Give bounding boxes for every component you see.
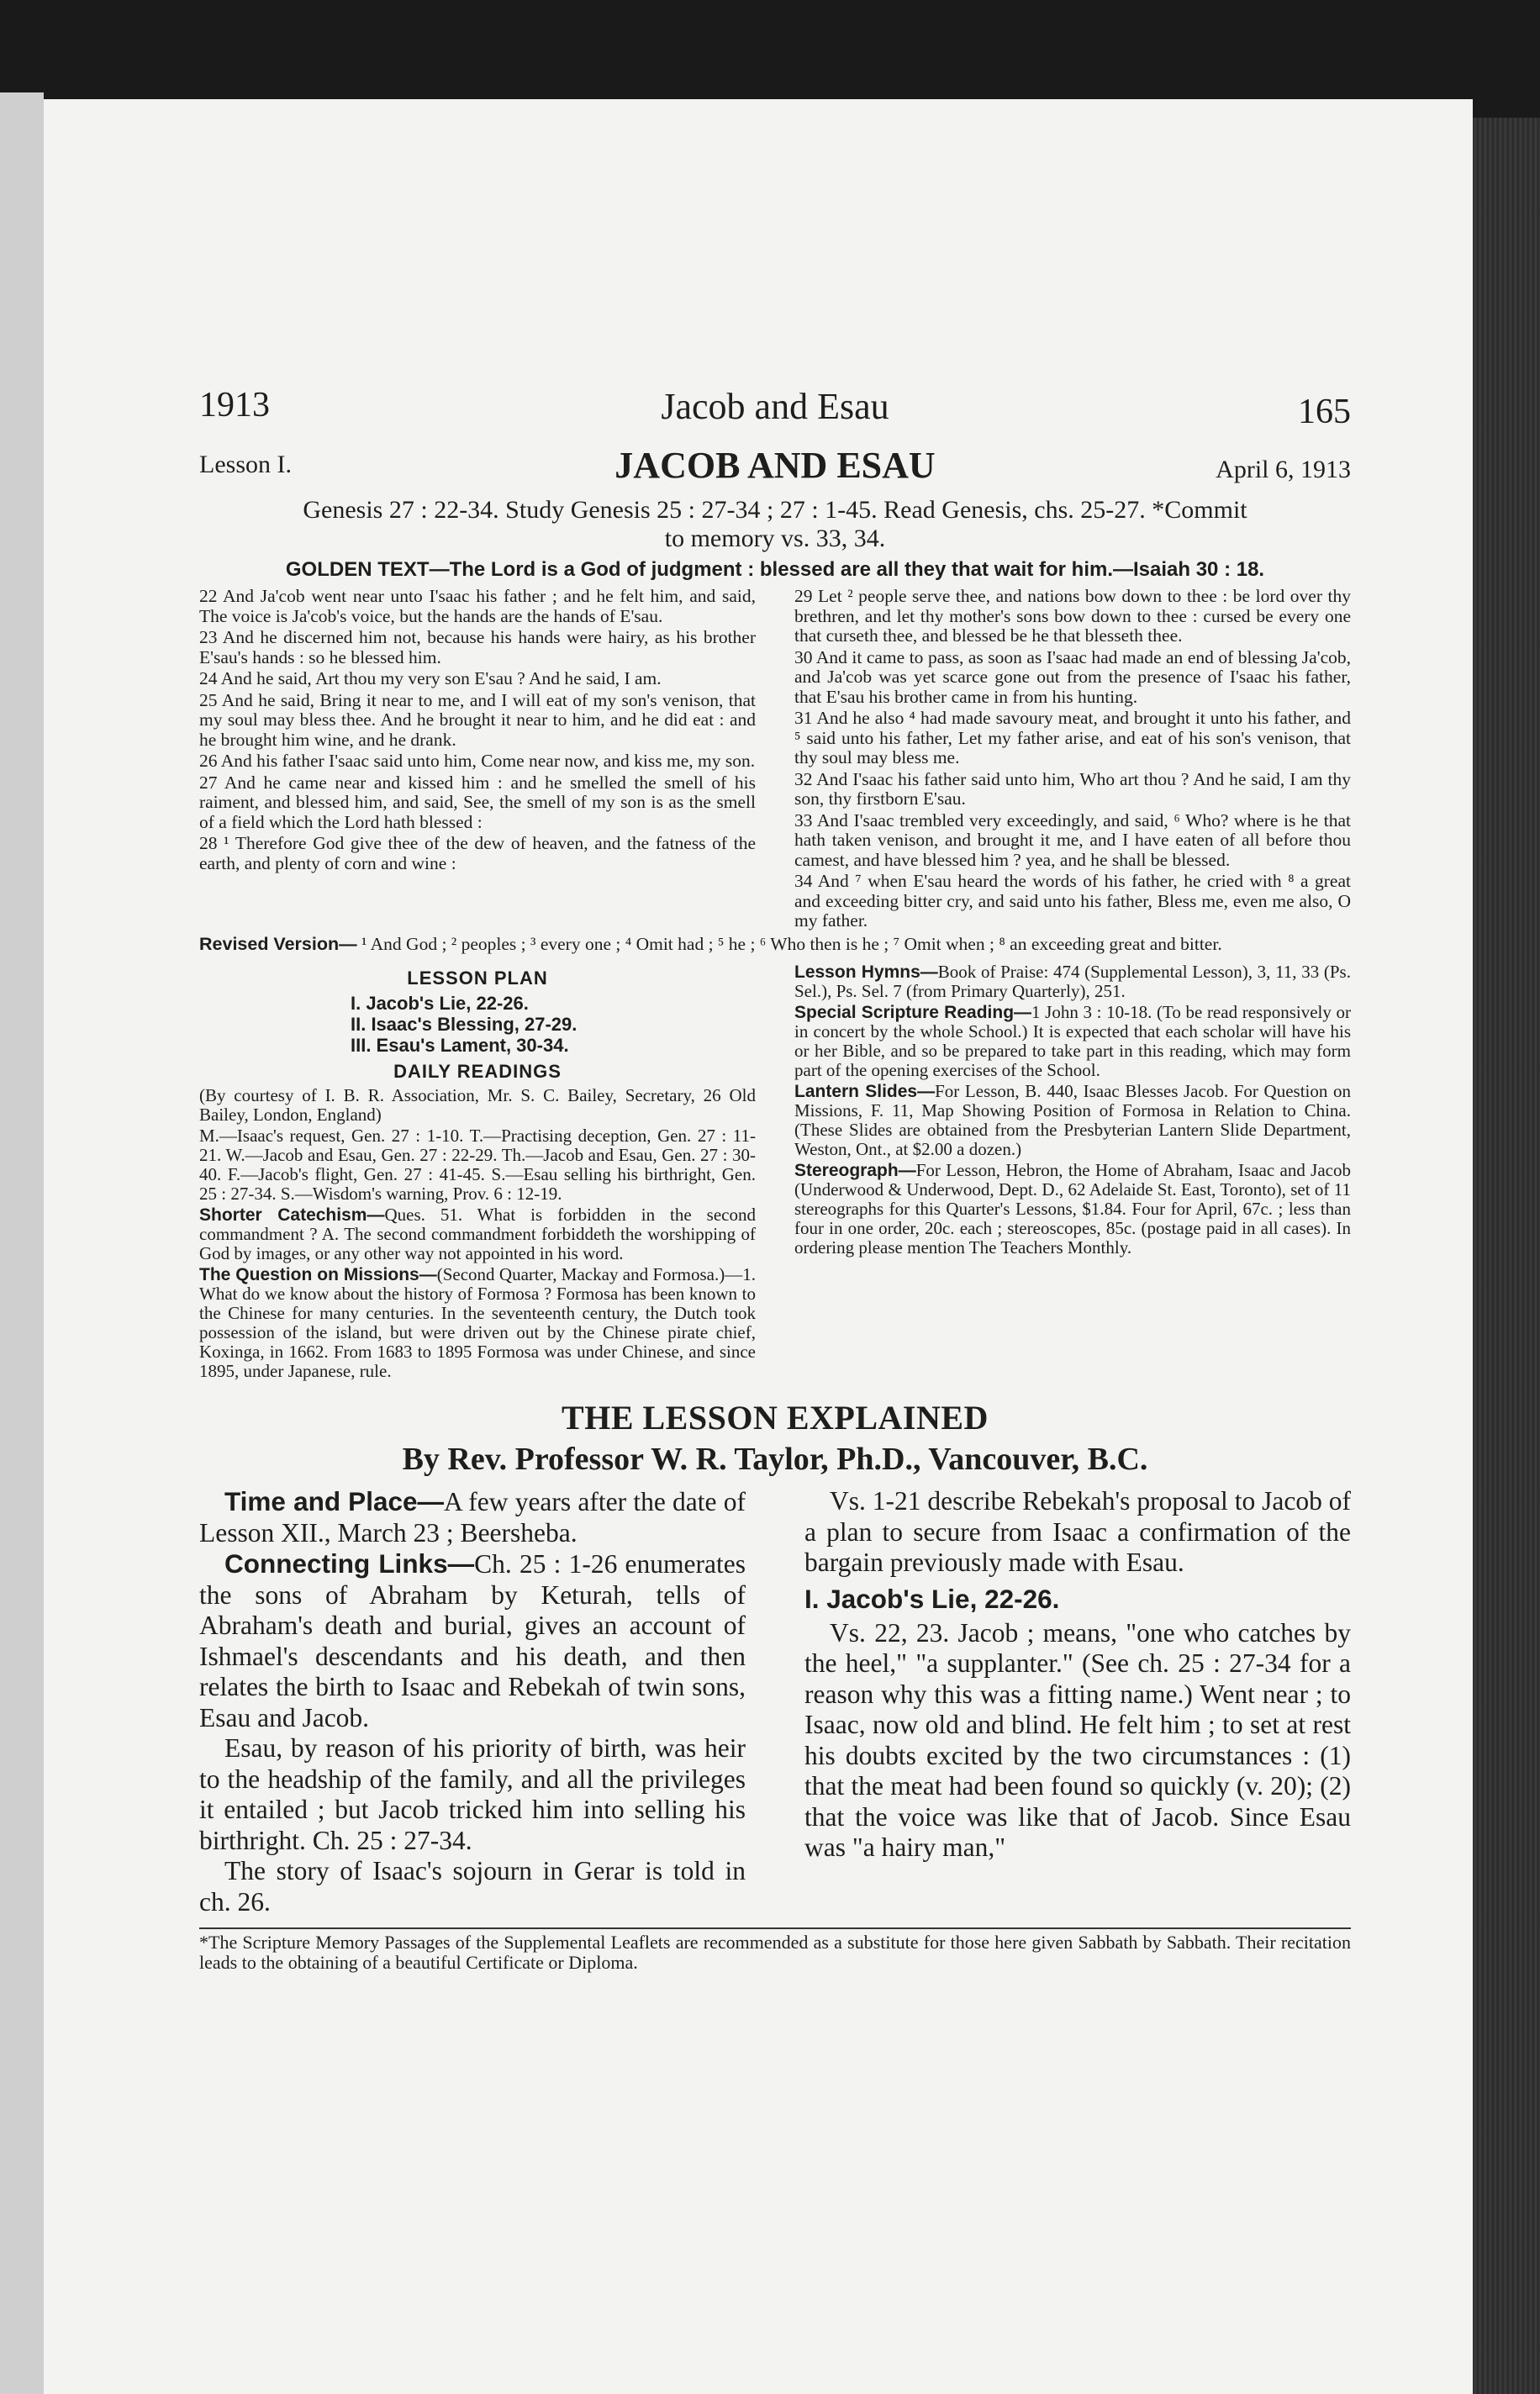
aids-left-column bbox=[199, 962, 756, 1383]
daily-readings-courtesy: (By courtesy of I. B. R. Association, Mr. S. C. Bailey, Secretary, 26 Old Bailey, London, England) bbox=[199, 1085, 756, 1125]
lantern-slides-label: Lantern Slides— bbox=[794, 1082, 936, 1101]
special-reading-label: Special Scripture Reading— bbox=[794, 1003, 1032, 1022]
verse: 28 ¹ Therefore God give thee of the dew of heaven, and the fatness of the earth, and plenty of corn and wine : bbox=[199, 833, 756, 873]
daily-readings-text: M.—Isaac's request, Gen. 27 : 1-10. T.—Practising deception, Gen. 27 : 11-21. W.—Jacob and Esau, Gen. 27 : 22-29. Th.—Jacob and Esau, Gen. 27 : 30-40. F.—Jacob's flight, Gen. 27 : 41-45. S.—Esau selling his birthright, Gen. 25 : 27-34. S.—Wisdom's warning, Prov. 6 : 12-19. bbox=[199, 1126, 756, 1204]
page-number: 165 bbox=[1298, 393, 1351, 431]
book-page-edges bbox=[1473, 118, 1540, 2394]
lesson-label: Lesson I. bbox=[199, 451, 292, 478]
verse: 30 And it came to pass, as soon as I'saac had made an end of blessing Ja'cob, and Ja'cob was yet scarce gone out from the presence of I'saac his father, that E'sau his brother came in from his hunting. bbox=[794, 646, 1351, 707]
time-and-place bbox=[199, 1486, 746, 1548]
connecting-links bbox=[199, 1548, 746, 1733]
paragraph-vs-1-21: Vs. 1-21 describe Rebekah's proposal to Jacob of a plan to secure from Isaac a confirmation of the bargain previously made with Esau. bbox=[804, 1486, 1351, 1577]
lesson-plan-item: III. Esau's Lament, 30-34. bbox=[351, 1035, 569, 1056]
lesson-explained-title: THE LESSON EXPLAINED bbox=[562, 1399, 989, 1437]
verses-left-column bbox=[199, 587, 756, 933]
missions-question bbox=[199, 1265, 756, 1381]
verse: 27 And he came near and kissed him : and he smelled the smell of his raiment, and blessed him, and said, See, the smell of my son is as the smell of a field which the Lord hath blessed : bbox=[199, 772, 756, 832]
scripture-reference bbox=[199, 496, 1351, 553]
stereograph bbox=[794, 1161, 1351, 1258]
special-reading bbox=[794, 1003, 1351, 1080]
catechism bbox=[199, 1205, 756, 1263]
verse: 24 And he said, Art thou my very son E'sau ? And he said, I am. bbox=[199, 668, 662, 688]
explained-right-column bbox=[804, 1486, 1351, 1917]
lesson-hymns-label: Lesson Hymns— bbox=[794, 962, 938, 982]
missions-text: (Second Quarter, Mackay and Formosa.)—1. What do we know about the history of Formosa ? Formosa has been known to the Chinese for many centuries. In the seventeenth century, the Dutch took possession of the island, but were driven out by the Chinese pirate chief, Koxinga, in 1662. From 1683 to 1895 Formosa was under Chinese, and since 1895, under Japanese, rule. bbox=[199, 1264, 756, 1381]
lesson-header bbox=[199, 444, 1351, 496]
scripture-line-2: to memory vs. 33, 34. bbox=[664, 525, 886, 552]
lesson-aids bbox=[199, 962, 1351, 1383]
golden-text: GOLDEN TEXT—The Lord is a God of judgment : blessed are all they that wait for him.—Isaiah 30 : 18. bbox=[285, 558, 1265, 581]
lesson-title: JACOB AND ESAU bbox=[614, 445, 936, 486]
lantern-slides bbox=[794, 1082, 1351, 1159]
explained-left-column bbox=[199, 1486, 746, 1917]
special-reading-text: 1 John 3 : 10-18. (To be read responsively or in concert by the whole School.) It is expected that each scholar will have his or her Bible, and so be prepared to take part in this reading, which may form part of the opening exercises of the School. bbox=[794, 1002, 1351, 1080]
connecting-links-label: Connecting Links— bbox=[224, 1548, 475, 1579]
daily-readings-heading: DAILY READINGS bbox=[393, 1061, 562, 1082]
footnote: *The Scripture Memory Passages of the Supplemental Leaflets are recommended as a substitute for those here given Sabbath by Sabbath. Their recitation leads to the obtaining of a beautiful Certificate or Diploma. bbox=[199, 1932, 1351, 1973]
lantern-slides-text: For Lesson, B. 440, Isaac Blesses Jacob. For Question on Missions, F. 11, Map Showing Position of Formosa in Relation to China. (These Slides are obtained from the Presbyterian Lantern Slide Department, Weston, Ont., at $2.00 a dozen.) bbox=[794, 1081, 1352, 1159]
lesson-hymns bbox=[794, 962, 1351, 1001]
stereograph-label: Stereograph— bbox=[794, 1161, 916, 1180]
running-head-year: 1913 bbox=[199, 386, 270, 424]
lesson-plan-item: I. Jacob's Lie, 22-26. bbox=[351, 993, 529, 1014]
page-content bbox=[199, 377, 1351, 1991]
catechism-text: Ques. 51. What is forbidden in the second commandment ? A. The second commandment forbiddeth the worshipping of God by images, or any other way not appointed in his word. bbox=[199, 1205, 756, 1263]
previous-page-edge bbox=[0, 92, 44, 2394]
time-and-place-text: A few years after the date of Lesson XII., March 23 ; Beersheba. bbox=[199, 1487, 746, 1548]
verse: 23 And he discerned him not, because his hands were hairy, as his brother E'sau's hands : so he blessed him. bbox=[199, 627, 756, 667]
missions-label: The Question on Missions— bbox=[199, 1265, 437, 1284]
section-heading-jacobs-lie: I. Jacob's Lie, 22-26. bbox=[804, 1583, 1060, 1614]
lesson-plan-heading: LESSON PLAN bbox=[407, 968, 548, 989]
verse: 29 Let ² people serve thee, and nations bow down to thee : be lord over thy brethren, and let thy mother's sons bow down to thee : cursed be every one that curseth thee, and blessed be he that blesseth thee. bbox=[794, 586, 1351, 646]
paragraph-gerar: The story of Isaac's sojourn in Gerar is told in ch. 26. bbox=[199, 1856, 746, 1917]
lesson-date: April 6, 1913 bbox=[1216, 456, 1351, 483]
catechism-label: Shorter Catechism— bbox=[199, 1205, 385, 1225]
lesson-hymns-text: Book of Praise: 474 (Supplemental Lesson), 3, 11, 33 (Ps. Sel.), Ps. Sel. 7 (from Primary Quarterly), 251. bbox=[794, 962, 1351, 1001]
time-and-place-label: Time and Place— bbox=[224, 1486, 444, 1516]
paragraph-esau: Esau, by reason of his priority of birth, was heir to the headship of the family, and all the privileges it entailed ; but Jacob tricked him into selling his birthright. Ch. 25 : 27-34. bbox=[199, 1733, 746, 1855]
revised-version-text: ¹ And God ; ² peoples ; ³ every one ; ⁴ Omit had ; ⁵ he ; ⁶ Who then is he ; ⁷ Omit when ; ⁸ an exceeding great and bitter. bbox=[356, 933, 1222, 954]
scripture-verses bbox=[199, 587, 1351, 933]
revised-version bbox=[199, 935, 1351, 955]
scripture-line-1: Genesis 27 : 22-34. Study Genesis 25 : 27-34 ; 27 : 1-45. Read Genesis, chs. 25-27. *Commit bbox=[303, 496, 1247, 524]
revised-version-label: Revised Version— bbox=[199, 933, 357, 954]
running-head-title: Jacob and Esau bbox=[661, 386, 889, 427]
book-page bbox=[44, 99, 1473, 2394]
verse: 31 And he also ⁴ had made savoury meat, and brought it unto his father, and ⁵ said unto his father, Let my father arise, and eat of his son's venison, that thy soul may bless me. bbox=[794, 708, 1351, 767]
running-head bbox=[199, 377, 1351, 435]
stereograph-text: For Lesson, Hebron, the Home of Abraham, Isaac and Jacob (Underwood & Underwood, Dept. D., 62 Adelaide St. East, Toronto), set of 11 stereographs for this Quarter's Lessons, $1.84. Four for April, 67c. ; less than four in one order, 20c. each ; stereoscopes, 85c. (postage paid in all cases). In ordering please mention The Teachers Monthly. bbox=[794, 1160, 1351, 1258]
footnote-rule bbox=[199, 1927, 1351, 1929]
lesson-plan-item: II. Isaac's Blessing, 27-29. bbox=[351, 1014, 578, 1035]
paragraph-jacob: Vs. 22, 23. Jacob ; means, "one who catches by the heel," "a supplanter." (See ch. 25 : 27-34 for a reason why this was a fitting name.) Went near ; to Isaac, now old and blind. He felt him ; to set at rest his doubts excited by the two circumstances : (1) that the meat had been found so quickly (v. 20); (2) that the voice was like that of Jacob. Since Esau was "a hairy man," bbox=[804, 1617, 1351, 1862]
connecting-links-text: Ch. 25 : 1-26 enumerates the sons of Abraham by Keturah, tells of Abraham's death and burial, gives an account of Ishmael's descendants and his death, and then relates the birth to Isaac and Rebekah of twin sons, Esau and Jacob. bbox=[199, 1549, 746, 1732]
lesson-explained-body bbox=[199, 1486, 1351, 1917]
verse: 25 And he said, Bring it near to me, and I will eat of my son's venison, that my soul may bless thee. And he brought it near to him, and he did eat : and he brought him wine, and he drank. bbox=[199, 689, 756, 750]
aids-right-column bbox=[794, 962, 1351, 1383]
verse: 22 And Ja'cob went near unto I'saac his father ; and he felt him, and said, The voice is Ja'cob's voice, but the hands are the hands of E'sau. bbox=[199, 586, 756, 626]
verse: 33 And I'saac trembled very exceedingly, and said, ⁶ Who? where is he that hath taken venison, and brought it me, and I have eaten of all before thou camest, and have blessed him ? yea, and he shall be blessed. bbox=[794, 809, 1351, 870]
verse: 32 And I'saac his father said unto him, Who art thou ? And he said, I am thy son, thy firstborn E'sau. bbox=[794, 768, 1351, 809]
verses-right-column bbox=[794, 587, 1351, 933]
author-byline: By Rev. Professor W. R. Taylor, Ph.D., Vancouver, B.C. bbox=[402, 1442, 1148, 1477]
verse: 26 And his father I'saac said unto him, Come near now, and kiss me, my son. bbox=[199, 751, 756, 771]
verse: 34 And ⁷ when E'sau heard the words of his father, he cried with ⁸ a great and exceeding bitter cry, and said unto his father, Bless me, even me also, O my father. bbox=[794, 871, 1351, 931]
